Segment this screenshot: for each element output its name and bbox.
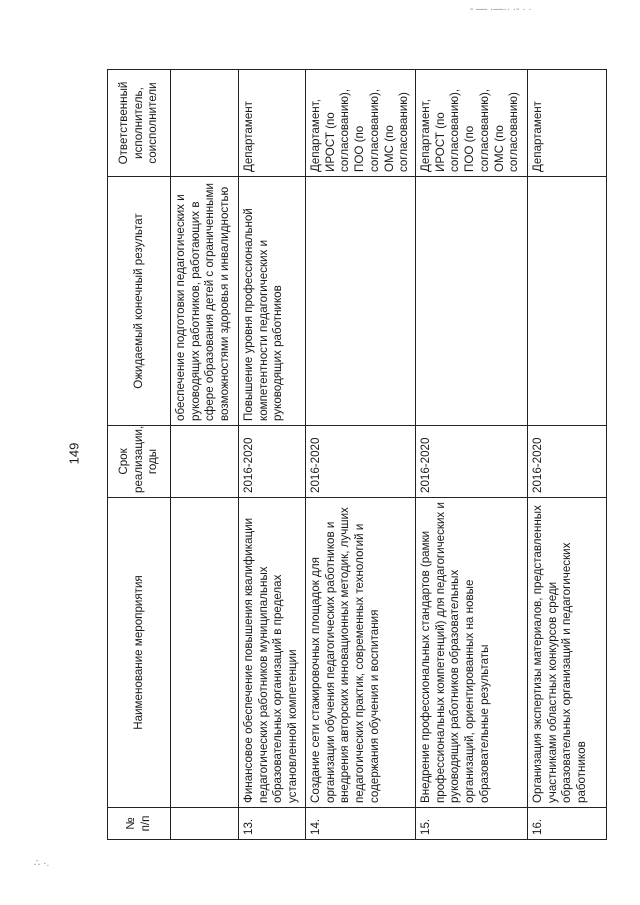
cell-result: Повышение уровня профессиональной компетентности педагогических и руководящих работников [239, 177, 306, 426]
cell-responsible: Департамент, ИРОСТ (по согласованию), ПОО (по согласованию), ОМС (по согласованию) [306, 70, 416, 177]
cell-name: Внедрение профессиональных стандартов (рамки профессиональных компетенций) для педагогических и руководящих работников образовательных организаций, ориентированных на новые образовательные результаты [416, 498, 528, 808]
table-row [239, 70, 306, 840]
page-number: 149 [66, 442, 82, 465]
cell-num [171, 808, 239, 840]
cell-result [416, 177, 528, 426]
cell-num: 15. [416, 808, 528, 840]
cell-num: 16. [528, 808, 607, 840]
cell-responsible: Департамент, ИРОСТ (по согласованию), ПОО (по согласованию), ОМС (по согласованию) [416, 70, 528, 177]
scan-artifact-top: - –– ·—·· ·- · · [470, 4, 532, 15]
header-result: Ожидаемый конечный результат [108, 177, 171, 426]
cell-responsible [171, 70, 239, 177]
table-row [528, 70, 607, 840]
cell-name: Финансовое обеспечение повышения квалификации педагогических работников муниципальных образовательных организаций в пределах установленной компетенции [239, 498, 306, 808]
cell-period: 2016-2020 [306, 426, 416, 498]
cell-result [528, 177, 607, 426]
header-period: Срок реализации, годы [108, 426, 171, 498]
cell-responsible: Департамент [239, 70, 306, 177]
cell-result [306, 177, 416, 426]
cell-period: 2016-2020 [416, 426, 528, 498]
header-num: № п/п [108, 808, 171, 840]
table-row [306, 70, 416, 840]
cell-name: Создание сети стажировочных площадок для организации обучения педагогических работников и внедрения авторских инновационных методик, лучших педагогических практик, современных технологий и содержания обучения и воспитания [306, 498, 416, 808]
header-responsible: Ответственный исполнитель, соисполнители [108, 70, 171, 177]
continuation-row [171, 70, 239, 840]
cell-result: обеспечение подготовки педагогических и руководящих работников, работающих в сфере образования детей с ограниченными возможностями здоровья и инвалидностью [171, 177, 239, 426]
table-header-row [108, 70, 171, 840]
table-row [416, 70, 528, 840]
measures-table [107, 69, 607, 840]
header-name: Наименование мероприятия [108, 498, 171, 808]
cell-name: Организация экспертизы материалов, представленных участниками областных конкурсов среди образовательных организаций и педагогических работников [528, 498, 607, 808]
rotated-table-wrapper [107, 70, 607, 840]
cell-responsible: Департамент [528, 70, 607, 177]
cell-period [171, 426, 239, 498]
cell-name [171, 498, 239, 808]
scan-artifact: ∴ ·. [34, 858, 50, 869]
cell-period: 2016-2020 [528, 426, 607, 498]
cell-period: 2016-2020 [239, 426, 306, 498]
cell-num: 13. [239, 808, 306, 840]
cell-num: 14. [306, 808, 416, 840]
